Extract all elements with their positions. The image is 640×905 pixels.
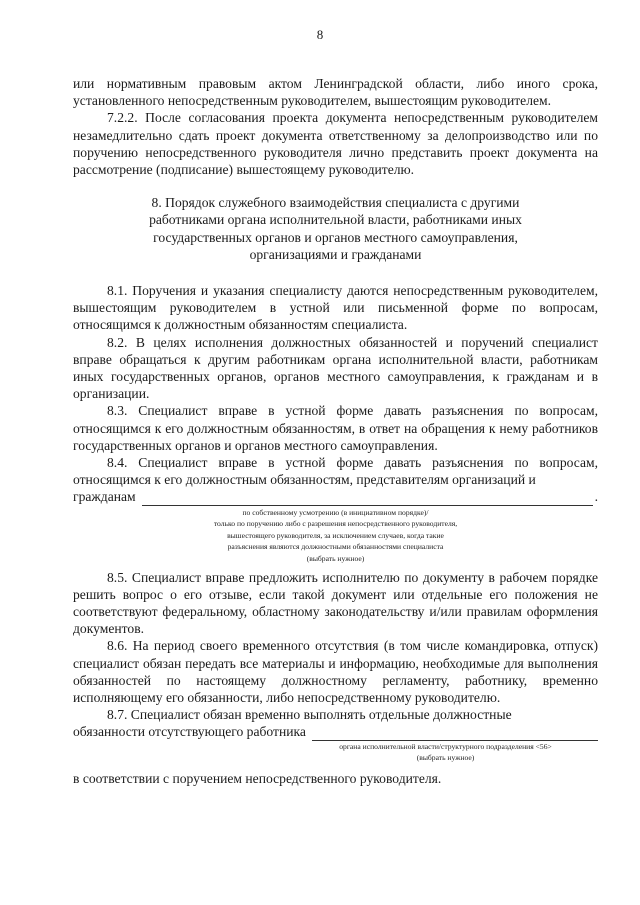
paragraph-8-6: 8.6. На период своего временного отсутствия (в том числе командировка, отпуск) специалист обязан передать все материалы и информацию, необходимые для выполнения обязанностей по настоящему должностному регламенту, работнику, временно исполняющему его обязанности, либо непосредственному руководителю. — [73, 638, 598, 706]
footnote-line: по собственному усмотрению (в инициативном порядке)/ — [242, 507, 429, 517]
footnote-line: только по поручению либо с разрешения непосредственного руководителя, — [213, 519, 458, 529]
paragraph-8-1: 8.1. Поручения и указания специалисту даются непосредственным руководителем, вышестоящим руководителем в устной или письменной форме по вопросам, относящимся к должностным обязанностям специалиста. — [73, 283, 598, 333]
footnote-options-8-4 — [73, 507, 598, 565]
paragraph-8-7: 8.7. Специалист обязан временно выполнять отдельные должностные — [107, 707, 512, 723]
section-8-heading-line: организациями и гражданами — [249, 246, 422, 262]
fill-in-blank-line[interactable] — [142, 493, 593, 506]
footnote-line: (выбрать нужное) — [416, 753, 475, 763]
fill-in-row-8-7 — [73, 723, 598, 740]
section-8-heading-line: работниками органа исполнительной власти, работниками иных — [149, 212, 522, 228]
paragraph-7-2-2: 7.2.2. После согласования проекта документа непосредственным руководителем незамедлительно сдать проект документа ответственному за делопроизводство или по поручению непосредственного руководителя лично представить проект документа на рассмотрение (подписание) вышестоящему руководителю. — [73, 110, 598, 178]
paragraph-8-5: 8.5. Специалист вправе предложить исполнителю по документу в рабочем порядке решить вопрос о его отзыве, если такой документ или отдельные его положения не соответствуют федеральному, областному законодательству и/или правилам оформления документов. — [73, 569, 598, 637]
paragraph-8-2: 8.2. В целях исполнения должностных обязанностей и поручений специалист вправе обращаться к другим работникам органа исполнительной власти, работникам иных государственных органов, органов местного самоуправления, к гражданам и в организации. — [73, 334, 598, 402]
footnote-line: (выбрать нужное) — [306, 554, 365, 564]
section-8-heading-line: государственных органов и органов местного самоуправления, — [153, 229, 518, 245]
fill-in-label: обязанности отсутствующего работника — [73, 724, 306, 740]
footnote-line: разъяснения являются должностными обязанностями специалиста — [227, 542, 444, 552]
document-body — [73, 75, 598, 787]
fill-in-label: гражданам — [73, 489, 136, 505]
paragraph-8-3: 8.3. Специалист вправе в устной форме давать разъяснения по вопросам, относящимся к его должностным обязанностям, в ответ на обращения к нему работников государственных органов и органов местного самоуправления. — [73, 403, 598, 453]
page-number: 8 — [316, 27, 324, 42]
section-8-heading-line: 8. Порядок служебного взаимодействия специалиста с другими — [151, 195, 520, 211]
fill-in-end-mark: . — [594, 489, 598, 505]
section-8-heading — [73, 194, 598, 263]
footnote-line: органа исполнительной власти/структурного подразделения <56> — [339, 741, 552, 751]
paragraph-continuation: или нормативным правовым актом Ленинградской области, либо иного срока, установленного непосредственным руководителем, вышестоящим руководителем. — [73, 76, 598, 109]
fill-in-blank-line[interactable] — [312, 728, 598, 741]
paragraph-8-7-end: в соответствии с поручением непосредственного руководителя. — [73, 770, 442, 786]
footnote-line: вышестоящего руководителя, за исключением случаев, когда такие — [227, 530, 444, 540]
paragraph-8-4: 8.4. Специалист вправе в устной форме давать разъяснения по вопросам, относящимся к его должностным обязанностям, представителям организаций и — [73, 455, 598, 488]
fill-in-row-8-4 — [73, 488, 598, 505]
footnote-options-8-7 — [293, 741, 598, 764]
